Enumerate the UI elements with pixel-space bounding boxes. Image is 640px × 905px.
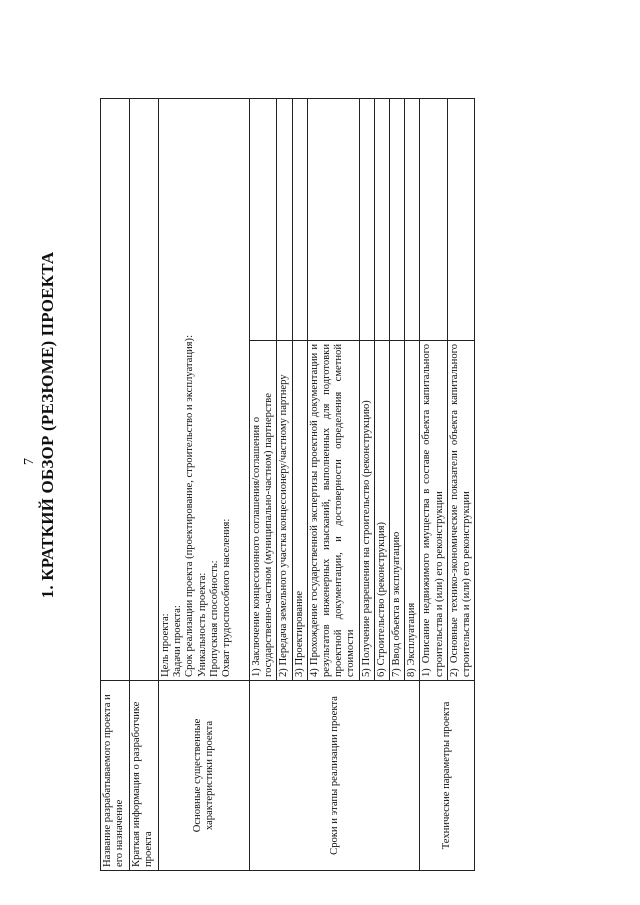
row-characteristics xyxy=(159,99,250,871)
label-characteristics: Основные существенные характеристики проекта xyxy=(159,681,250,871)
stage-cell-7 xyxy=(390,99,405,341)
stage-item-6: 6) Строительство (реконструкция) xyxy=(374,341,389,681)
label-developer: Краткая информация о разработчике проекта xyxy=(130,681,159,871)
stage-item-1: 1) Заключение концессионного соглашения/соглашения о государственно-частном (муниципально-частном) партнерстве xyxy=(250,341,277,681)
characteristic-tasks: Задачи проекта: xyxy=(172,605,184,677)
characteristic-population: Охват трудоспособного населения: xyxy=(221,518,233,677)
stage-cell-6 xyxy=(374,99,389,341)
stage-item-5: 5) Получение разрешения на строительство (реконструкцию) xyxy=(359,341,374,681)
characteristic-uniqueness: Уникальность проекта: xyxy=(196,572,208,677)
value-project-name xyxy=(101,99,130,681)
stage-item-2: 2) Передача земельного участка концессионеру/частному партнеру xyxy=(277,341,292,681)
stage-cell-3 xyxy=(292,99,307,341)
page-number: 7 xyxy=(22,458,37,465)
value-characteristics xyxy=(159,99,250,681)
stage-cell-1 xyxy=(250,99,277,341)
stage-item-3: 3) Проектирование xyxy=(292,341,307,681)
row-project-name xyxy=(101,99,130,871)
row-stage-1 xyxy=(250,99,277,871)
value-developer xyxy=(130,99,159,681)
page-title: 1. КРАТКИЙ ОБЗОР (РЕЗЮМЕ) ПРОЕКТА xyxy=(38,251,57,599)
stage-item-8: 8) Эксплуатация xyxy=(405,341,420,681)
technical-cell-1 xyxy=(420,99,447,341)
label-technical: Технические параметры проекта xyxy=(420,681,475,871)
stage-item-7: 7) Ввод объекта в эксплуатацию xyxy=(390,341,405,681)
technical-cell-2 xyxy=(447,99,474,341)
characteristic-capacity: Пропускная способность: xyxy=(208,560,220,677)
stage-cell-8 xyxy=(405,99,420,341)
characteristic-term: Срок реализации проекта (проектирование, строительство и эксплуатация): xyxy=(184,334,196,677)
technical-item-1: 1) Описание недвижимого имущества в составе объекта капитального строительства и (или) его реконструкции xyxy=(420,341,447,681)
row-developer xyxy=(130,99,159,871)
label-project-name: Название разрабатываемого проекта и его назначение xyxy=(101,681,130,871)
stage-cell-5 xyxy=(359,99,374,341)
stage-item-4: 4) Прохождение государственной экспертизы проектной документации и результатов инженерных изысканий, выполненных для подготовки проектной документации, и достоверности определения сметной стоимости xyxy=(307,341,359,681)
stage-cell-4 xyxy=(307,99,359,341)
technical-item-2: 2) Основные технико-экономические показатели объекта капитального строительства и (или) его реконструкции xyxy=(447,341,474,681)
stage-cell-2 xyxy=(277,99,292,341)
row-technical-1 xyxy=(420,99,447,871)
label-stages: Сроки и этапы реализации проекта xyxy=(250,681,420,871)
characteristic-goal: Цель проекта: xyxy=(160,613,171,677)
project-summary-table xyxy=(100,98,475,871)
